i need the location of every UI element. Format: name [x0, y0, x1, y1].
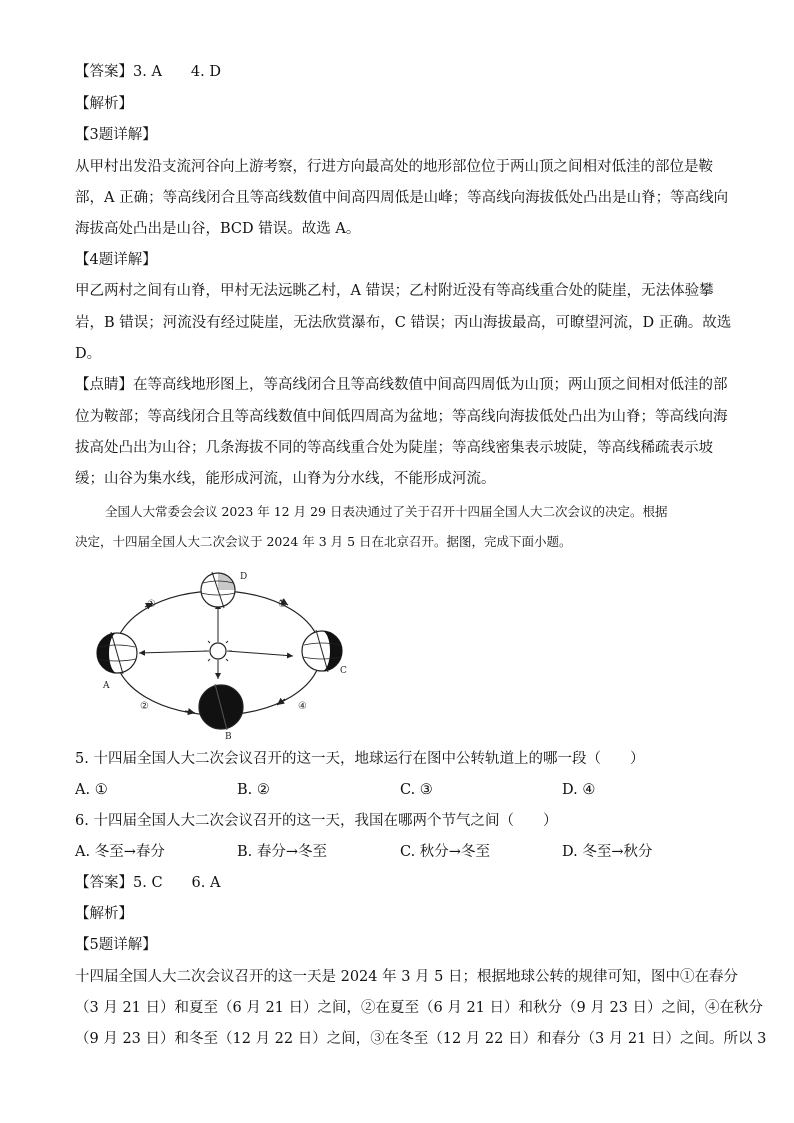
q5-detail-heading: 【5题详解】 — [75, 937, 157, 953]
q6-option-b[interactable]: B. 春分→冬至 — [237, 844, 328, 860]
q5-option-d[interactable]: D. ④ — [562, 782, 596, 798]
question-6: 6. 十四届全国人大二次会议召开的这一天，我国在哪两个节气之间（ ） — [75, 813, 558, 829]
point-label-c: C — [340, 666, 347, 676]
earth-position-c — [302, 630, 342, 672]
question-5: 5. 十四届全国人大二次会议召开的这一天，地球运行在图中公转轨道上的哪一段（ ） — [75, 751, 645, 767]
orbit-arrow — [277, 699, 285, 705]
point-label-b: B — [225, 732, 232, 741]
q5-explanation-line: （9 月 23 日）和冬至（12 月 22 日）之间，③在冬至（12 月 22 日）和春分（3 月 21 日）之间。所以 3 — [75, 1031, 767, 1047]
point-label-a: A — [103, 681, 110, 691]
tip-line: 拔高处凸出为山谷；几条海拔不同的等高线重合处为陡崖；等高线密集表示坡陡，等高线稀疏表示坡 — [75, 440, 713, 456]
analysis-label-2: 【解析】 — [75, 906, 133, 922]
q5-option-b[interactable]: B. ② — [237, 782, 270, 798]
analysis-label-1: 【解析】 — [75, 96, 133, 112]
q4-explanation-line: D。 — [75, 346, 102, 362]
answer-line-2: 【答案】5. C 6. A — [75, 875, 221, 891]
q4-detail-heading: 【4题详解】 — [75, 252, 157, 268]
tip-line: 缓；山谷为集水线，能形成河流，山脊为分水线，不能形成河流。 — [75, 471, 496, 487]
segment-label-3: ③ — [278, 599, 287, 610]
segment-label-1: ① — [147, 599, 156, 610]
q3-explanation-line: 部，A 正确；等高线闭合且等高线数值中间高四周低是山峰；等高线向海拔低处凸出是山脊；等高线向 — [75, 190, 729, 206]
q4-explanation-line: 甲乙两村之间有山脊，甲村无法远眺乙村，A 错误；乙村附近没有等高线重合处的陡崖，无法体验攀 — [75, 283, 714, 299]
q3-explanation-line: 海拔高处凸出是山谷，BCD 错误。故选 A。 — [75, 221, 361, 237]
tip-line: 位为鞍部；等高线闭合且等高线数值中间低四周高为盆地；等高线向海拔低处凸出为山脊；等高线向海 — [75, 409, 728, 425]
q4-explanation-line: 岩，B 错误；河流没有经过陡崖，无法欣赏瀑布，C 错误；丙山海拔最高，可瞭望河流，D 正确。故选 — [75, 315, 732, 331]
earth-position-a — [97, 632, 137, 674]
question-stem-line: 全国人大常委会会议 2023 年 12 月 29 日表决通过了关于召开十四届全国人大二次会议的决定。根据 — [105, 504, 668, 519]
q5-option-a[interactable]: A. ① — [75, 782, 108, 798]
question-stem-line: 决定，十四届全国人大二次会议于 2024 年 3 月 5 日在北京召开。据图，完成下面小题。 — [75, 534, 572, 549]
segment-label-4: ④ — [298, 701, 307, 712]
q5-option-c[interactable]: C. ③ — [400, 782, 433, 798]
q3-detail-heading: 【3题详解】 — [75, 127, 157, 143]
q3-explanation-line: 从甲村出发沿支流河谷向上游考察，行进方向最高处的地形部位位于两山顶之间相对低洼的部位是鞍 — [75, 159, 713, 175]
earth-position-b — [199, 684, 243, 730]
q6-option-c[interactable]: C. 秋分→冬至 — [400, 844, 490, 860]
segment-label-2: ② — [140, 701, 149, 712]
answer-line-1: 【答案】3. A 4. D — [75, 64, 221, 80]
earth-position-d — [201, 572, 235, 608]
q5-explanation-line: （3 月 21 日）和夏至（6 月 21 日）之间，②在夏至（6 月 21 日）和秋分（9 月 23 日）之间，④在秋分 — [75, 1000, 764, 1016]
tip-line: 【点睛】在等高线地形图上，等高线闭合且等高线数值中间高四周低为山顶；两山顶之间相对低洼的部 — [75, 377, 728, 393]
q6-option-a[interactable]: A. 冬至→春分 — [75, 844, 165, 860]
earth-orbit-diagram — [85, 563, 365, 741]
q5-explanation-line: 十四届全国人大二次会议召开的这一天是 2024 年 3 月 5 日；根据地球公转的规律可知，图中①在春分 — [75, 969, 739, 985]
point-label-d: D — [240, 572, 248, 582]
q6-option-d[interactable]: D. 冬至→秋分 — [562, 844, 653, 860]
